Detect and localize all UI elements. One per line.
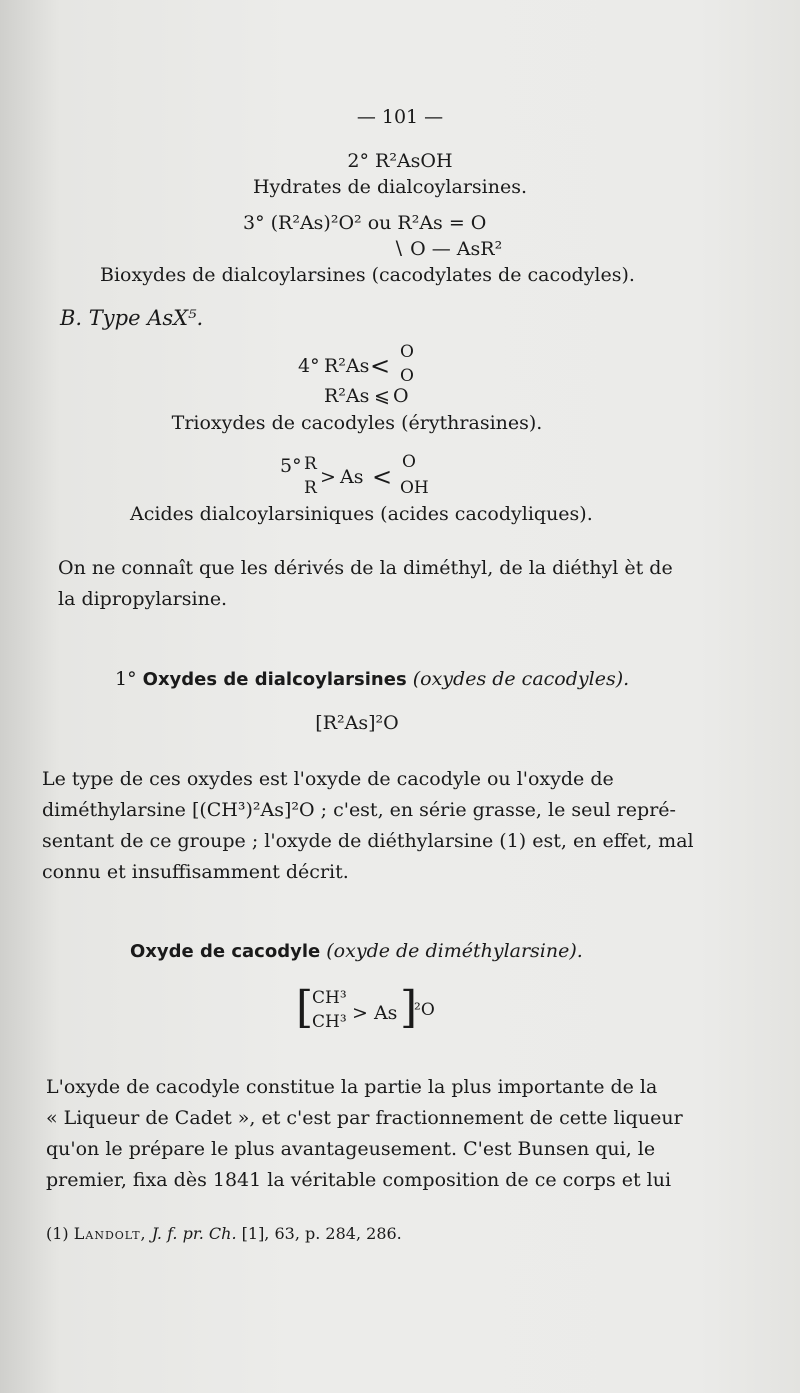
paragraph-3-line-2: « Liqueur de Cadet », et c'est par fractionnement de cette liqueur xyxy=(46,1107,683,1129)
formula-item-3-branch xyxy=(392,238,502,260)
desc-item-2: Hydrates de dialcoylarsines. xyxy=(252,176,528,198)
formula-exponent: ²O xyxy=(414,1000,435,1020)
formula-item-3: 3° (R²As)²O² ou R²As = O xyxy=(243,212,487,234)
footnote-journal: J. f. pr. Ch. xyxy=(151,1224,237,1243)
formula-item-4-arrow: ⩽ xyxy=(374,385,390,407)
formula-item-4-row1: R²As xyxy=(324,355,370,377)
page-number: — 101 — xyxy=(356,106,444,128)
formula-item-5-num: 5° xyxy=(280,455,302,477)
paragraph-1-line-2: la dipropylarsine. xyxy=(58,588,228,610)
branch-text: O — AsR² xyxy=(410,238,503,260)
paragraph-1-line-1: On ne connaît que les dérivés de la diméthyl, de la diéthyl èt de xyxy=(58,557,673,579)
paragraph-2-line-3: sentant de ce groupe ; l'oxyde de diéthylarsine (1) est, en effet, mal xyxy=(42,830,694,852)
paragraph-3 xyxy=(46,1072,683,1196)
formula-item-5-o: O xyxy=(402,452,416,472)
paragraph-3-line-3: qu'on le prépare le plus avantageusement. C'est Bunsen qui, le xyxy=(46,1138,656,1160)
formula-item-5-bracket: < xyxy=(372,463,393,491)
formula-ch3-bottom: CH³ xyxy=(312,1012,347,1032)
section-1-subtitle: (oxydes de cacodyles). xyxy=(412,668,630,690)
branch-connector: ∖ xyxy=(392,238,405,260)
formula-item-5-as: As xyxy=(340,466,364,488)
paragraph-1 xyxy=(58,553,673,615)
section-2-subtitle: (oxyde de diméthylarsine). xyxy=(326,940,583,962)
formula-item-5-r1: R xyxy=(304,454,317,474)
formula-item-4-o2: O xyxy=(400,366,414,386)
section-1-title: Oxydes de dialcoylarsines xyxy=(142,669,407,690)
formula-item-5-r2: R xyxy=(304,478,317,498)
section-1-formula: [R²As]²O xyxy=(315,712,399,734)
paragraph-2 xyxy=(42,764,694,888)
paragraph-3-line-4: premier, fixa dès 1841 la véritable composition de ce corps et lui xyxy=(46,1169,672,1191)
formula-item-4-o1: O xyxy=(400,342,414,362)
formula-item-4-num: 4° xyxy=(298,355,320,377)
desc-item-5: Acides dialcoylarsiniques (acides cacodyliques). xyxy=(130,503,593,525)
footnote-author: Landolt, xyxy=(73,1224,147,1243)
footnote xyxy=(46,1224,402,1243)
formula-item-5-oh: OH xyxy=(400,478,429,498)
formula-left-bracket: [ xyxy=(296,982,314,1033)
formula-item-4-bracket: < xyxy=(370,352,391,380)
paragraph-2-line-2: diméthylarsine [(CH³)²As]²O ; c'est, en série grasse, le seul repré- xyxy=(42,799,676,821)
footnote-ref: [1], 63, p. 284, 286. xyxy=(241,1224,402,1243)
section-type-b: B. Type AsX⁵. xyxy=(60,306,204,330)
section-1-number: 1° xyxy=(115,668,137,690)
desc-item-3: Bioxydes de dialcoylarsines (cacodylates de cacodyles). xyxy=(100,264,635,286)
formula-item-4-o3: O xyxy=(393,385,409,407)
footnote-mark: (1) xyxy=(46,1224,69,1243)
paragraph-3-line-1: L'oxyde de cacodyle constitue la partie la plus importante de la xyxy=(46,1076,658,1098)
formula-as: > As xyxy=(352,1002,398,1024)
formula-item-2: 2° R²AsOH xyxy=(347,150,453,172)
formula-right-bracket: ] xyxy=(400,982,418,1033)
formula-ch3-top: CH³ xyxy=(312,988,347,1008)
section-2-title: Oxyde de cacodyle xyxy=(130,941,321,962)
paragraph-2-line-1: Le type de ces oxydes est l'oxyde de cacodyle ou l'oxyde de xyxy=(42,768,614,790)
paragraph-2-line-4: connu et insuffisamment décrit. xyxy=(42,861,349,883)
formula-item-4-row2: R²As xyxy=(324,385,370,407)
desc-item-4: Trioxydes de cacodyles (érythrasines). xyxy=(171,412,543,434)
section-1-heading xyxy=(115,668,629,690)
formula-item-5-gt: > xyxy=(320,466,336,488)
section-2-heading xyxy=(130,940,583,962)
